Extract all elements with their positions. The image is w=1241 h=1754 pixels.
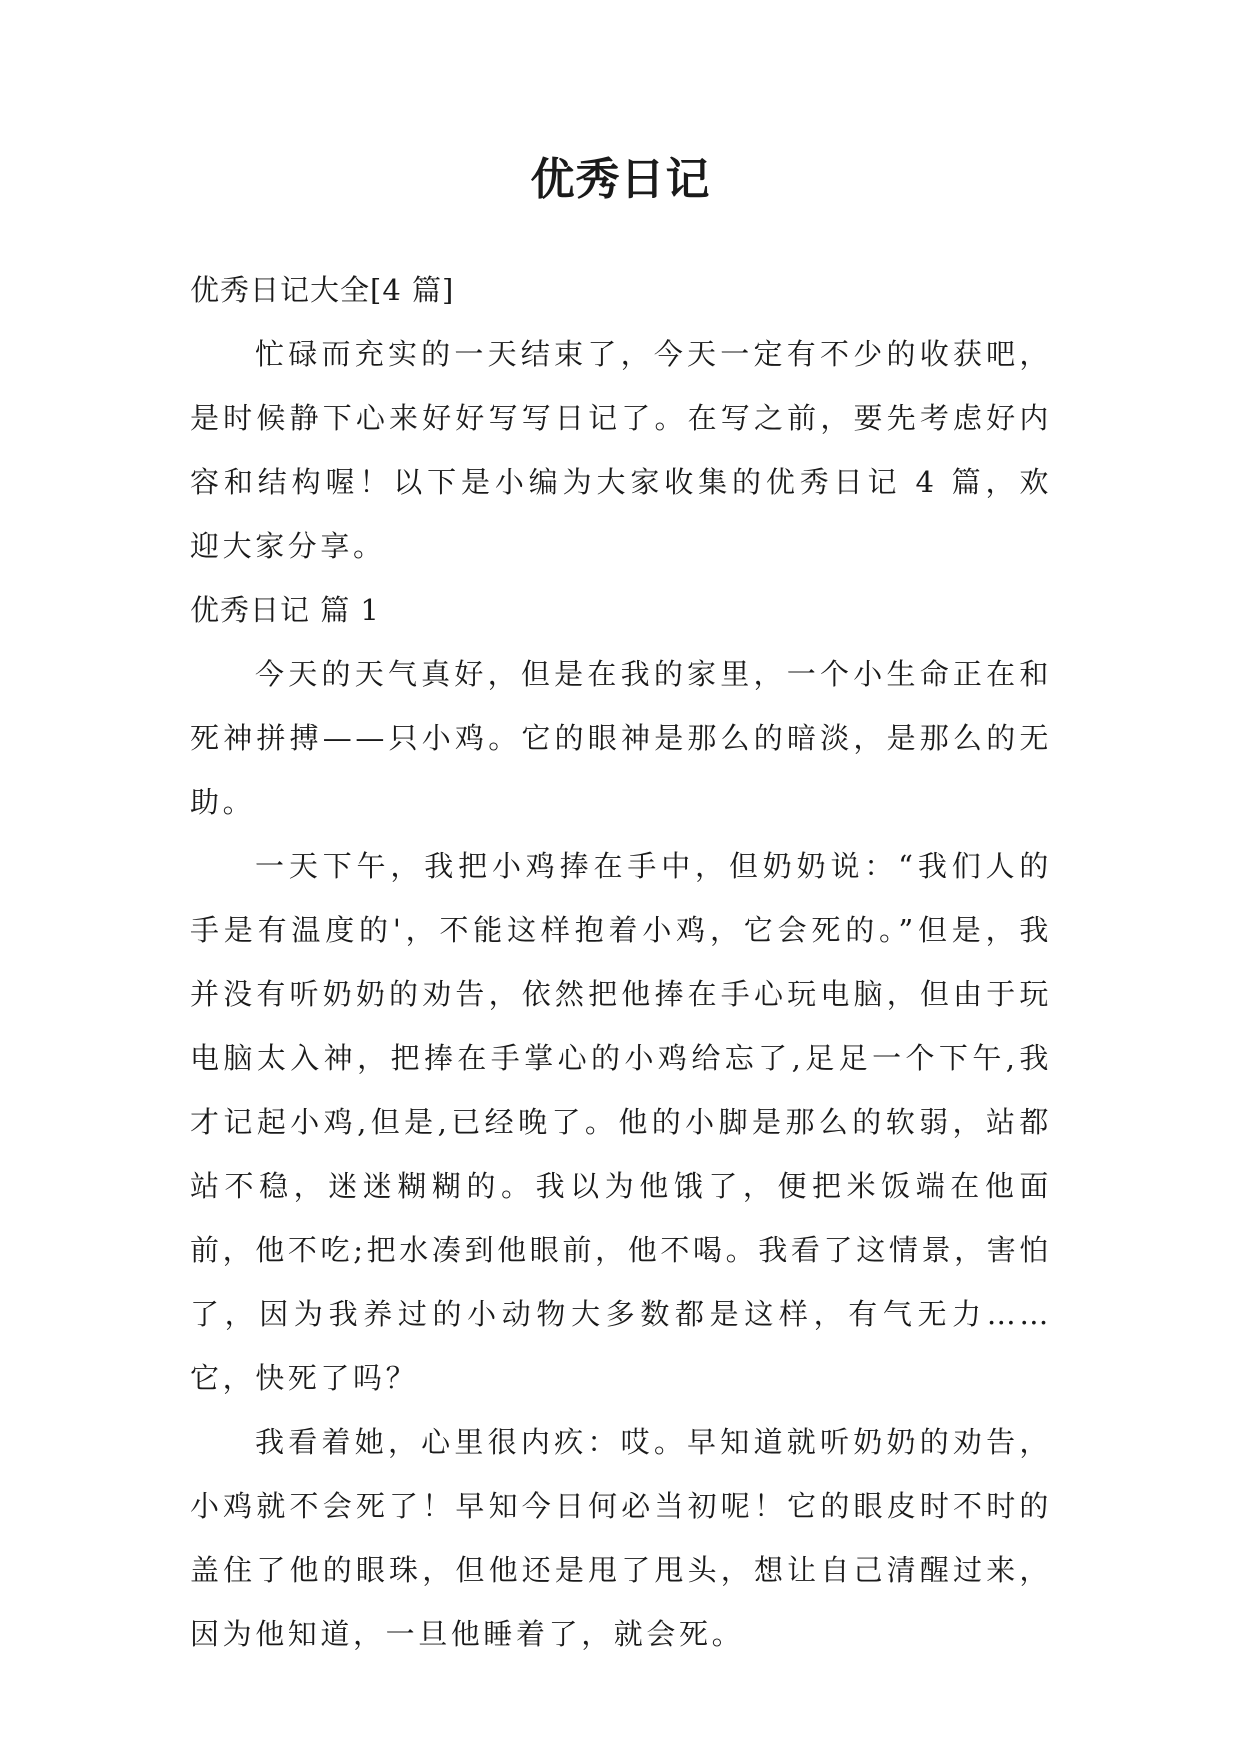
body-paragraph: 今天的天气真好，但是在我的家里，一个小生命正在和死神拼搏——只小鸡。它的眼神是那么的暗淡，是那么的无助。 <box>190 657 1052 819</box>
body-paragraph: 一天下午，我把小鸡捧在手中，但奶奶说：“我们人的手是有温度的'，不能这样抱着小鸡，它会死的。”但是，我并没有听奶奶的劝告，依然把他捧在手心玩电脑，但由于玩电脑太入神，把捧在手掌心的小鸡给忘了,足足一个下午,我才记起小鸡,但是,已经晚了。他的小脚是那么的软弱，站都站不稳，迷迷糊糊的。我以为他饿了，便把米饭端在他面前，他不吃;把水凑到他眼前，他不喝。我看了这情景，害怕了，因为我养过的小动物大多数都是这样，有气无力……它，快死了吗？ <box>190 849 1052 1395</box>
page-title: 优秀日记 <box>530 154 711 205</box>
section-heading: 优秀日记 篇 1 <box>190 593 380 627</box>
intro-paragraph: 忙碌而充实的一天结束了，今天一定有不少的收获吧，是时候静下心来好好写写日记了。在写之前，要先考虑好内容和结构喔！以下是小编为大家收集的优秀日记 4 篇，欢迎大家分享。 <box>190 337 1052 563</box>
subtitle-paragraph: 优秀日记大全[4 篇] <box>190 273 455 307</box>
body-paragraph: 我看着她，心里很内疚：哎。早知道就听奶奶的劝告，小鸡就不会死了！早知今日何必当初呢！它的眼皮时不时的盖住了他的眼珠，但他还是甩了甩头，想让自己清醒过来，因为他知道，一旦他睡着了，就会死。 <box>190 1425 1052 1651</box>
document-body <box>190 258 1052 1666</box>
